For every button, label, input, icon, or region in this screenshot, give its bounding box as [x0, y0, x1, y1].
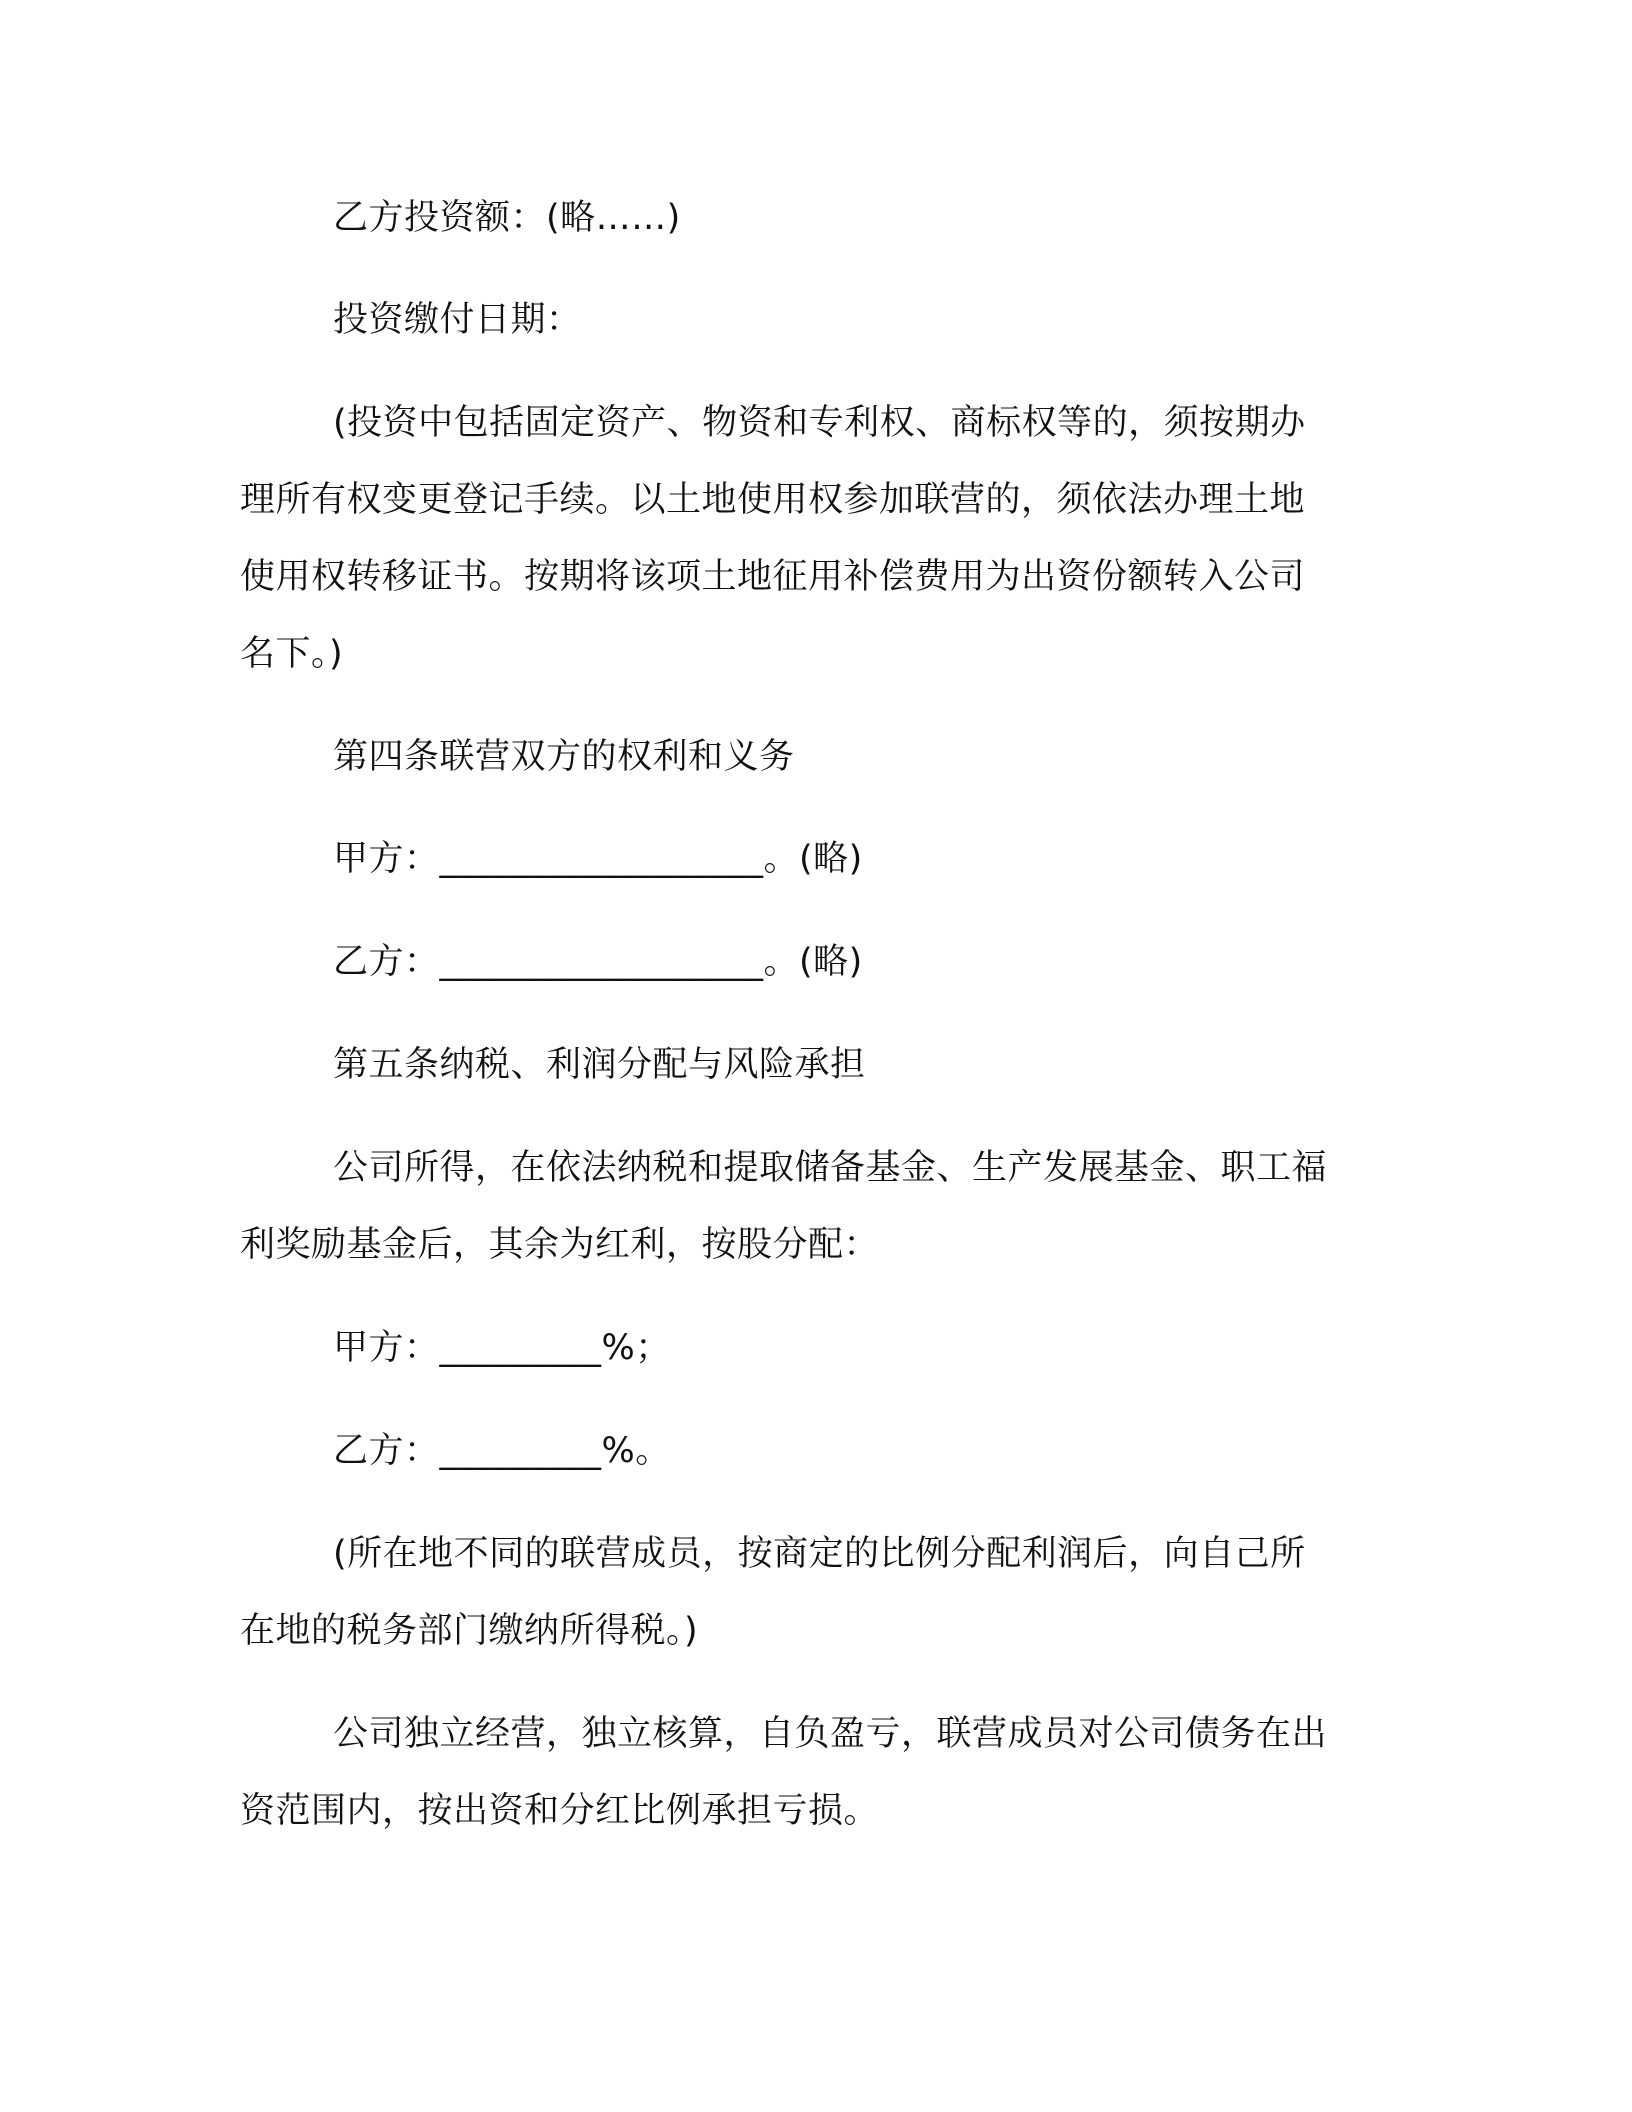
- party-b-rights-line: 乙方：__________________。(略): [333, 942, 863, 982]
- party-a-share-line: 甲方：_________%；: [333, 1328, 671, 1368]
- investment-amount-line: 乙方投资额：(略……): [333, 198, 681, 238]
- paragraph-line: 理所有权变更登记手续。以土地使用权参加联营的，须依法办理土地: [240, 480, 1306, 520]
- paragraph-line: 利奖励基金后，其余为红利，按股分配：: [240, 1225, 880, 1265]
- paragraph-line: (投资中包括固定资产、物资和专利权、商标权等的，须按期办: [333, 403, 1306, 443]
- paragraph-line: 名下。): [240, 634, 344, 674]
- article-heading: 第四条联营双方的权利和义务: [333, 737, 795, 777]
- payment-date-line: 投资缴付日期：: [333, 300, 582, 340]
- party-a-rights-line: 甲方：__________________。(略): [333, 839, 863, 879]
- paragraph-line: (所在地不同的联营成员，按商定的比例分配利润后，向自己所: [333, 1534, 1306, 1574]
- paragraph-line: 公司独立经营，独立核算，自负盈亏，联营成员对公司债务在出: [333, 1714, 1328, 1754]
- paragraph-line: 资范围内，按出资和分红比例承担亏损。: [240, 1791, 880, 1831]
- article-heading: 第五条纳税、利润分配与风险承担: [333, 1045, 866, 1085]
- paragraph-line: 使用权转移证书。按期将该项土地征用补偿费用为出资份额转入公司: [240, 557, 1306, 597]
- party-b-share-line: 乙方：_________%。: [333, 1431, 671, 1471]
- paragraph-line: 在地的税务部门缴纳所得税。): [240, 1611, 699, 1651]
- paragraph-line: 公司所得，在依法纳税和提取储备基金、生产发展基金、职工福: [333, 1148, 1328, 1188]
